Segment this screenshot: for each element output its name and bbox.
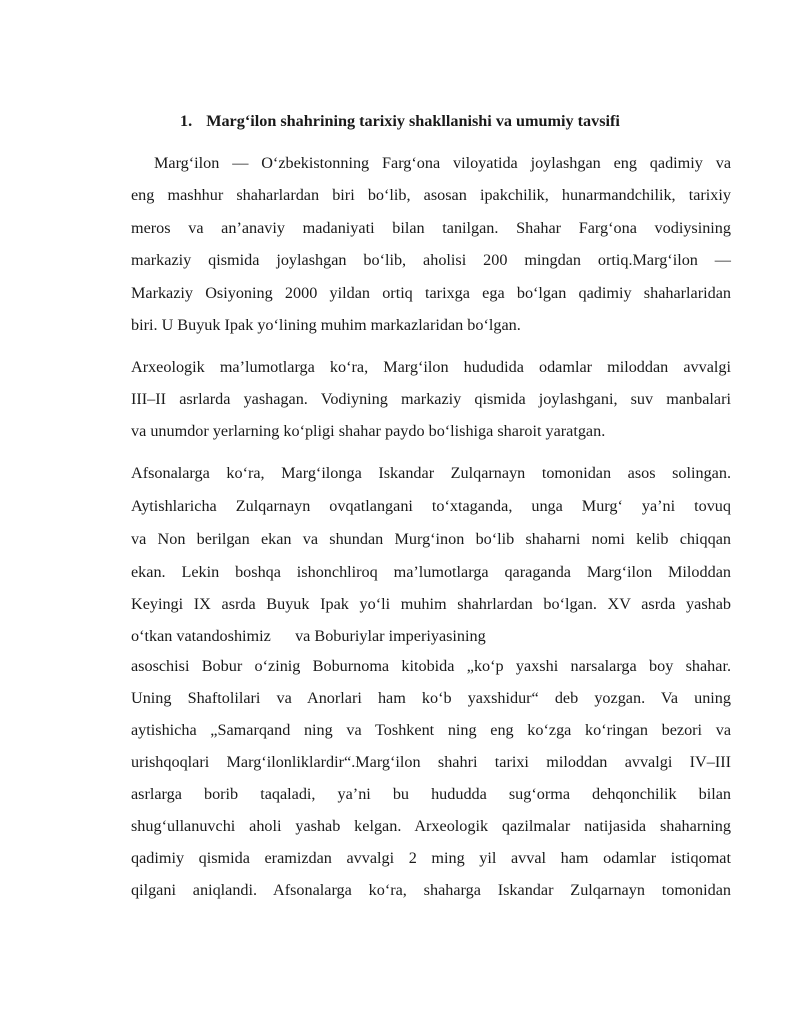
paragraph-3-line-5: Keyingi IX asrda Buyuk Ipak yo‘li muhim shahrlardan bo‘lgan. XV asrda yashab — [131, 595, 731, 613]
paragraph-3-line-6: o‘tkan vatandoshimiz va Boburiylar imperiyasining — [131, 627, 486, 645]
paragraph-1-line-6: biri. U Buyuk Ipak yo‘lining muhim markazlaridan bo‘lgan. — [131, 316, 521, 334]
paragraph-3-line-11: asrlarga borib taqaladi, ya’ni bu hududda sug‘orma dehqonchilik bilan — [131, 785, 731, 803]
section-heading — [0, 108, 800, 134]
paragraph-1-line-5: Markaziy Osiyoning 2000 yildan ortiq tarixga ega bo‘lgan qadimiy shaharlaridan — [131, 284, 731, 302]
paragraph-2-line-2: III–II asrlarda yashagan. Vodiyning markaziy qismida joylashgani, suv manbalari — [131, 390, 731, 408]
paragraph-1-line-2: eng mashhur shaharlardan biri bo‘lib, asosan ipakchilik, hunarmandchilik, tarixiy — [131, 186, 731, 204]
paragraph-3-line-13: qadimiy qismida eramizdan avvalgi 2 ming yil avval ham odamlar istiqomat — [131, 849, 731, 867]
paragraph-3-line-3: va Non berilgan ekan va shundan Murg‘inon bo‘lib shaharni nomi kelib chiqqan — [131, 530, 731, 548]
paragraph-3-line-2: Aytishlaricha Zulqarnayn ovqatlangani to‘xtaganda, unga Murg‘ ya’ni tovuq — [131, 497, 731, 515]
paragraph-3-line-1: Afsonalarga ko‘ra, Marg‘ilonga Iskandar Zulqarnayn tomonidan asos solingan. — [131, 464, 731, 482]
paragraph-2-line-3: va unumdor yerlarning ko‘pligi shahar paydo bo‘lishiga sharoit yaratgan. — [131, 422, 606, 440]
section-title: Marg‘ilon shahrining tarixiy shakllanishi va umumiy tavsifi — [206, 112, 620, 130]
paragraph-3-line-9: aytishicha „Samarqand ning va Toshkent ning eng ko‘zga ko‘ringan bezori va — [131, 721, 731, 739]
section-number: 1. — [180, 112, 193, 130]
paragraph-1-line-4: markaziy qismida joylashgan bo‘lib, aholisi 200 mingdan ortiq.Marg‘ilon — — [131, 251, 731, 269]
paragraph-1-line-1: Marg‘ilon — O‘zbekistonning Farg‘ona viloyatida joylashgan eng qadimiy va — [154, 154, 731, 172]
paragraph-3-line-14: qilgani aniqlandi. Afsonalarga ko‘ra, shaharga Iskandar Zulqarnayn tomonidan — [131, 881, 731, 899]
paragraph-1-line-3: meros va an’anaviy madaniyati bilan tanilgan. Shahar Farg‘ona vodiysining — [131, 219, 731, 237]
paragraph-2-line-1: Arxeologik ma’lumotlarga ko‘ra, Marg‘ilon hududida odamlar miloddan avvalgi — [131, 358, 731, 376]
paragraph-3-line-7: asoschisi Bobur o‘zinig Boburnoma kitobida „ko‘p yaxshi narsalarga boy shahar. — [131, 657, 731, 675]
paragraph-3-line-4: ekan. Lekin boshqa ishonchliroq ma’lumotlarga qaraganda Marg‘ilon Miloddan — [131, 563, 731, 581]
paragraph-3-line-12: shug‘ullanuvchi aholi yashab kelgan. Arxeologik qazilmalar natijasida shaharning — [131, 817, 731, 835]
paragraph-3-line-10: urishqoqlari Marg‘ilonliklardir“.Marg‘ilon shahri tarixi miloddan avvalgi IV–III — [131, 753, 731, 771]
paragraph-3-line-8: Uning Shaftolilari va Anorlari ham ko‘b yaxshidur“ deb yozgan. Va uning — [131, 689, 731, 707]
